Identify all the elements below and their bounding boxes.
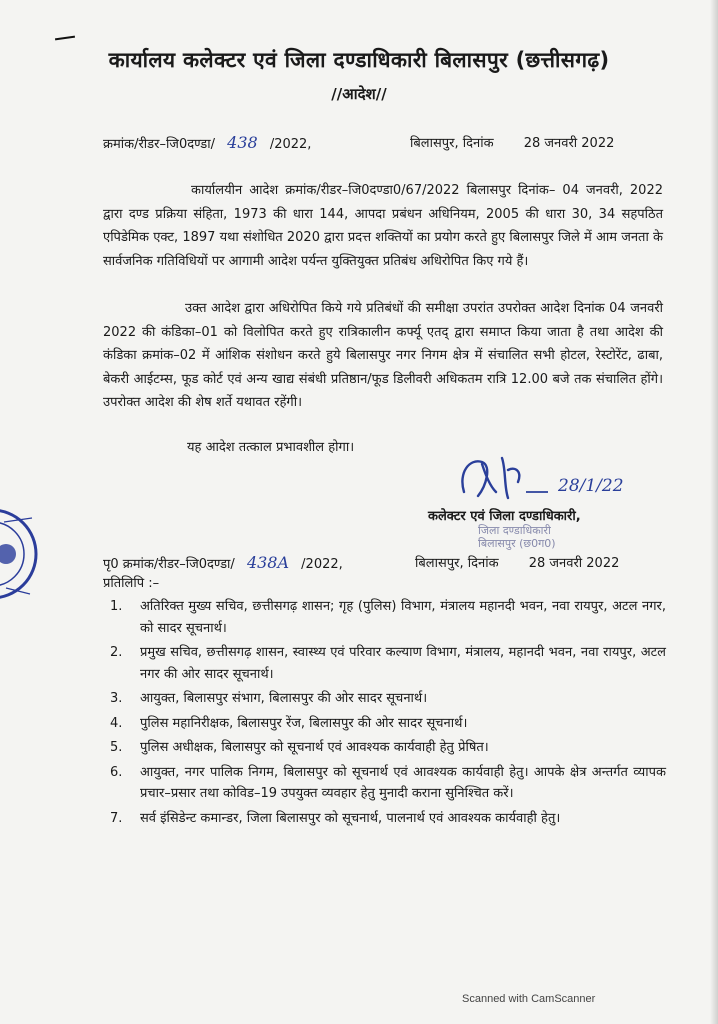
list-item: 6. आयुक्त, नगर पालिक निगम, बिलासपुर को सूचनार्थ एवं आवश्यक कार्यवाही हेतु। आपके क्षेत्र अन्तर्गत व्यापक प्रचार–प्रसार तथा कोविड–19 उपयुक्त व्यवहार हेतु मुनादी कराना सुनिश्चित करें।	[110, 764, 666, 801]
copy-ref-handwritten-number: 438A	[246, 553, 290, 572]
copy-ref-line	[103, 553, 343, 572]
scan-edge-shadow	[710, 0, 718, 1024]
stamp-line-1: जिला दण्डाधिकारी	[478, 524, 551, 537]
order-paragraph-3: यह आदेश तत्काल प्रभावशील होगा।	[187, 440, 355, 455]
copy-ref-prefix: पृ0 क्रमांक/रीडर–जि0दण्डा/	[103, 557, 235, 572]
order-paragraph-2	[103, 297, 663, 415]
stamp-line-2: बिलासपुर (छ0ग0)	[478, 537, 556, 550]
ref-date: 28 जनवरी 2022	[523, 136, 615, 151]
ref-number-line	[103, 133, 311, 152]
para2-body: उक्त आदेश द्वारा अधिरोपित किये गये प्रतिबंधों की समीक्षा उपरांत उपरोक्त आदेश दिनांक 04 जनवरी 2022 की कंडिका–01 को विलोपित करते हुए रात्रिकालीन कर्फ्यू एतद् द्वारा समाप्त किया जाता है तथा आदेश की कंडिका क्रमांक–02 में आंशिक संशोधन करते हुये बिलासपुर नगर निगम क्षेत्र में संचालित सभी होटल, रेस्टोरेंट, ढाबा, बेकरी आईटम्स, फूड कोर्ट एवं अन्य खाद्य संबंधी प्रतिष्ठान/फूड डिलीवरी अधिकतम रात्रि 12.00 बजे तक संचालित होंगे। उपरोक्त आदेश की शेष शर्ते यथावत रहेंगी।	[103, 301, 663, 410]
copy-label: प्रतिलिपि :–	[103, 576, 160, 591]
para1-lead: कार्यालयीन आदेश क्रमांक/रीडर–जि0दण्डा0/67/2022 बिलासपुर	[191, 183, 512, 198]
copy-ref-date: 28 जनवरी 2022	[528, 556, 620, 571]
ref-year: /2022,	[269, 137, 312, 152]
round-seal-icon	[0, 496, 40, 616]
official-stamp-text	[478, 524, 556, 550]
list-item: 3. आयुक्त, बिलासपुर संभाग, बिलासपुर की ओर सादर सूचनार्थ।	[110, 691, 428, 706]
ref-place-label: बिलासपुर, दिनांक	[410, 136, 494, 151]
order-paragraph-1	[103, 179, 663, 273]
list-item: 1. अतिरिक्त मुख्य सचिव, छत्तीसगढ़ शासन; गृह (पुलिस) विभाग, मंत्रालय महानदी भवन, नवा रायपुर, अटल नगर, को सादर सूचनार्थ।	[110, 599, 666, 636]
list-item: 5. पुलिस अधीक्षक, बिलासपुर को सूचनार्थ एवं आवश्यक कार्यवाही हेतु प्रेषित।	[110, 740, 489, 755]
office-title: कार्यालय कलेक्टर एवं जिला दण्डाधिकारी बिलासपुर (छत्तीसगढ़)	[108, 48, 610, 72]
signatory-title: कलेक्टर एवं जिला दण्डाधिकारी,	[428, 509, 581, 524]
ref-place-date	[410, 133, 614, 151]
scanner-watermark: Scanned with CamScanner	[462, 993, 596, 1005]
copy-ref-place-label: बिलासपुर, दिनांक	[415, 556, 499, 571]
copy-distribution-list	[110, 596, 666, 832]
para1-body: दिनांक– 04 जनवरी, 2022 द्वारा दण्ड प्रक्रिया संहिता, 1973 की धारा 144, आपदा प्रबंधन अधिनियम, 2005 की धारा 30, 34 सहपठित एपिडेमिक एक्ट, 1897 यथा संशोधित 2020 द्वारा प्रदत्त शक्तियों का प्रयोग करते हुए बिलासपुर जिले में आम जनता के सार्वजनिक गतिविधियों पर आगामी आदेश पर्यन्त युक्तियुक्त प्रतिबंध अधिरोपित किए गये हैं।	[103, 183, 663, 269]
copy-ref-place-date	[415, 553, 619, 571]
list-item: 2. प्रमुख सचिव, छत्तीसगढ़ शासन, स्वास्थ्य एवं परिवार कल्याण विभाग, मंत्रालय, महानदी भवन, नवा रायपुर, अटल नगर की ओर सादर सूचनार्थ।	[110, 645, 666, 682]
margin-mark	[55, 36, 75, 41]
order-heading: //आदेश//	[331, 85, 387, 103]
ref-prefix: क्रमांक/रीडर–जि0दण्डा/	[103, 137, 216, 152]
list-item: 4. पुलिस महानिरीक्षक, बिलासपुर रेंज, बिलासपुर की ओर सादर सूचनार्थ।	[110, 715, 468, 731]
signature-date: 28/1/22	[558, 476, 624, 496]
ref-handwritten-number: 438	[227, 133, 258, 152]
copy-ref-year: /2022,	[301, 557, 343, 572]
list-item: 7. सर्व इंसिडेन्ट कमान्डर, जिला बिलासपुर को सूचनार्थ, पालनार्थ एवं आवश्यक कार्यवाही हेतु।	[110, 810, 561, 826]
